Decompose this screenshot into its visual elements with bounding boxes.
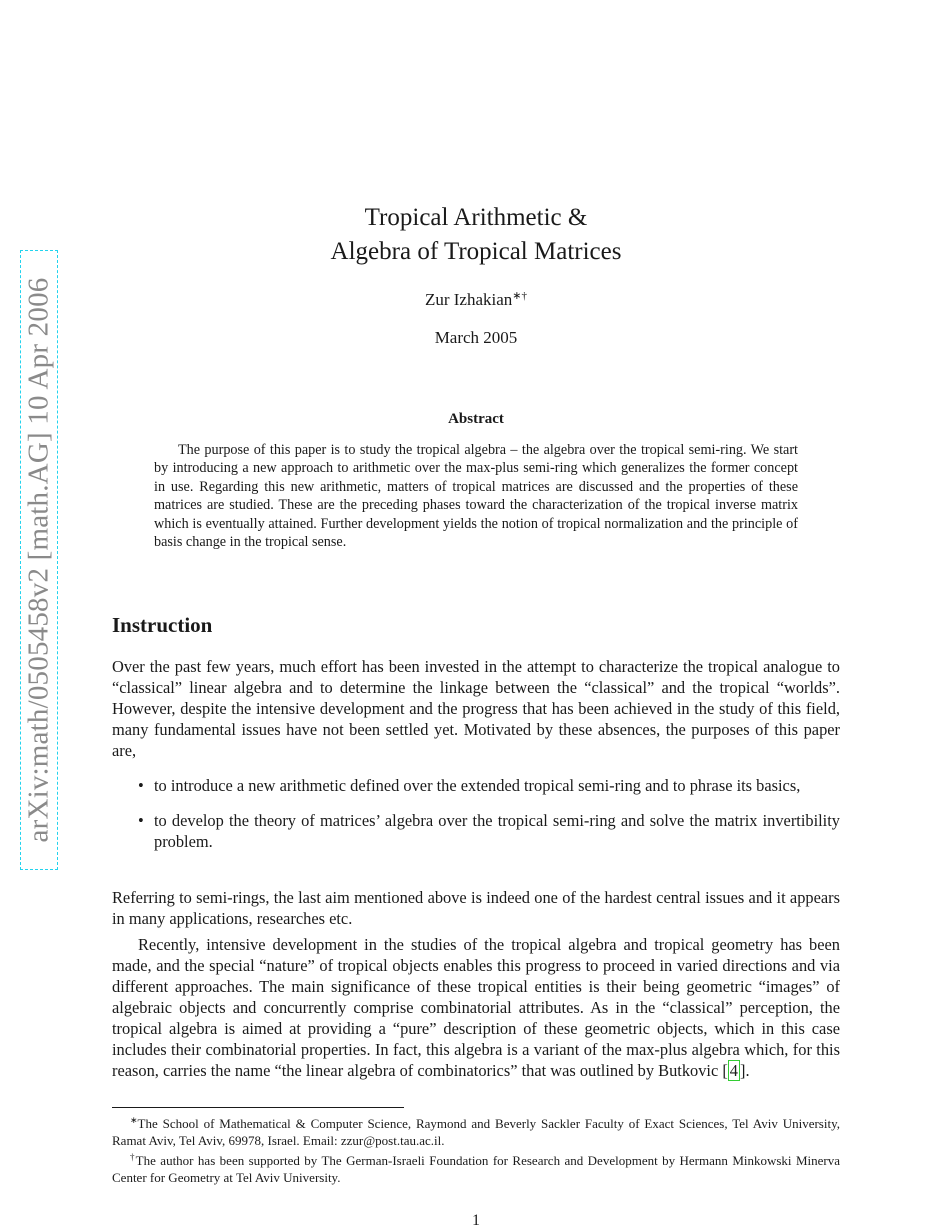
footnote-rule [112,1107,404,1108]
page-number: 1 [472,1212,480,1229]
arxiv-stamp-text: arXiv:math/0505458v2 [math.AG] 10 Apr 2006 [22,277,55,843]
author [0,289,952,310]
bullet-icon: • [138,811,144,830]
intro-paragraph-2: Referring to semi-rings, the last aim mentioned above is indeed one of the hardest central issues and it appears in many applications, researches etc. [112,888,840,928]
author-name: Zur Izhakian [424,290,513,309]
date: March 2005 [434,328,518,347]
citation-link[interactable]: 4 [729,1061,738,1080]
list-item [112,775,840,796]
citation-bracket-open: [ [722,1061,728,1080]
title-line-2: Algebra of Tropical Matrices [330,238,622,265]
title-line-1: Tropical Arithmetic & [364,204,588,231]
abstract-text: The purpose of this paper is to study the tropical algebra – the algebra over the tropical semi-ring. We start by introducing a new approach to arithmetic over the max-plus semi-ring which generalizes the former concept in use. Regarding this new arithmetic, matters of tropical matrices are discussed and the properties of these matrices are studied. These are the preceding phases toward the characterization of the tropical inverse matrix which is eventually attained. Further development yields the notion of tropical normalization and the principle of basis change in the tropical sense. [154,442,798,551]
footnotes [112,1112,840,1186]
list-item-text: to introduce a new arithmetic defined over the extended tropical semi-ring and to phrase its basics, [154,776,801,795]
footnote-2 [112,1149,840,1186]
paragraph-3-text: Recently, intensive development in the studies of the tropical algebra and tropical geometry has been made, and the special “nature” of tropical objects enables this progress to proceed in varied directions and via different approaches. The main significance of these tropical entities is their being geometric “images” of algebraic objects and concurrently comprise combinatorial attributes. As in the “classical” perception, the tropical algebra is aimed at providing a “pure” description of these geometric objects, which in this case includes their combinatorial properties. In fact, this algebra is a variant of the max-plus algebra which, for this reason, carries the name “the linear algebra of combinatorics” that was outlined by Butkovic [112,935,840,1080]
footnote-1 [112,1112,840,1149]
intro-paragraph-1: Over the past few years, much effort has been invested in the attempt to characterize the tropical analogue to “classical” linear algebra and to determine the linkage between the “classical” and the tropical “worlds”. However, despite the intensive development and the progress that has been achieved in the study of this field, many fundamental issues have not been settled yet. Motivated by these absences, the purposes of this paper are, [112,657,840,760]
abstract-heading: Abstract [448,411,504,427]
paragraph-3-end: ]. [740,1061,750,1080]
footnote-text: The School of Mathematical & Computer Science, Raymond and Beverly Sackler Faculty of Exact Sciences, Tel Aviv University, Ramat Aviv, Tel Aviv, 69978, Israel. Email: zzur@post.tau.ac.il. [112,1116,840,1148]
bullet-icon: • [138,776,144,795]
author-footnote-marks: ∗† [512,290,528,302]
list-item-text: to develop the theory of matrices’ algebra over the tropical semi-ring and solve the matrix invertibility problem. [154,811,840,851]
footnote-mark: † [130,1152,136,1162]
purpose-list [112,775,840,866]
section-heading: Instruction [112,613,213,637]
footnote-mark: ∗ [130,1115,138,1125]
list-item [112,810,840,852]
footnote-text: The author has been supported by The German-Israeli Foundation for Research and Development by Hermann Minkowski Minerva Center for Geometry at Tel Aviv University. [112,1153,840,1185]
intro-paragraph-3 [112,934,840,1081]
